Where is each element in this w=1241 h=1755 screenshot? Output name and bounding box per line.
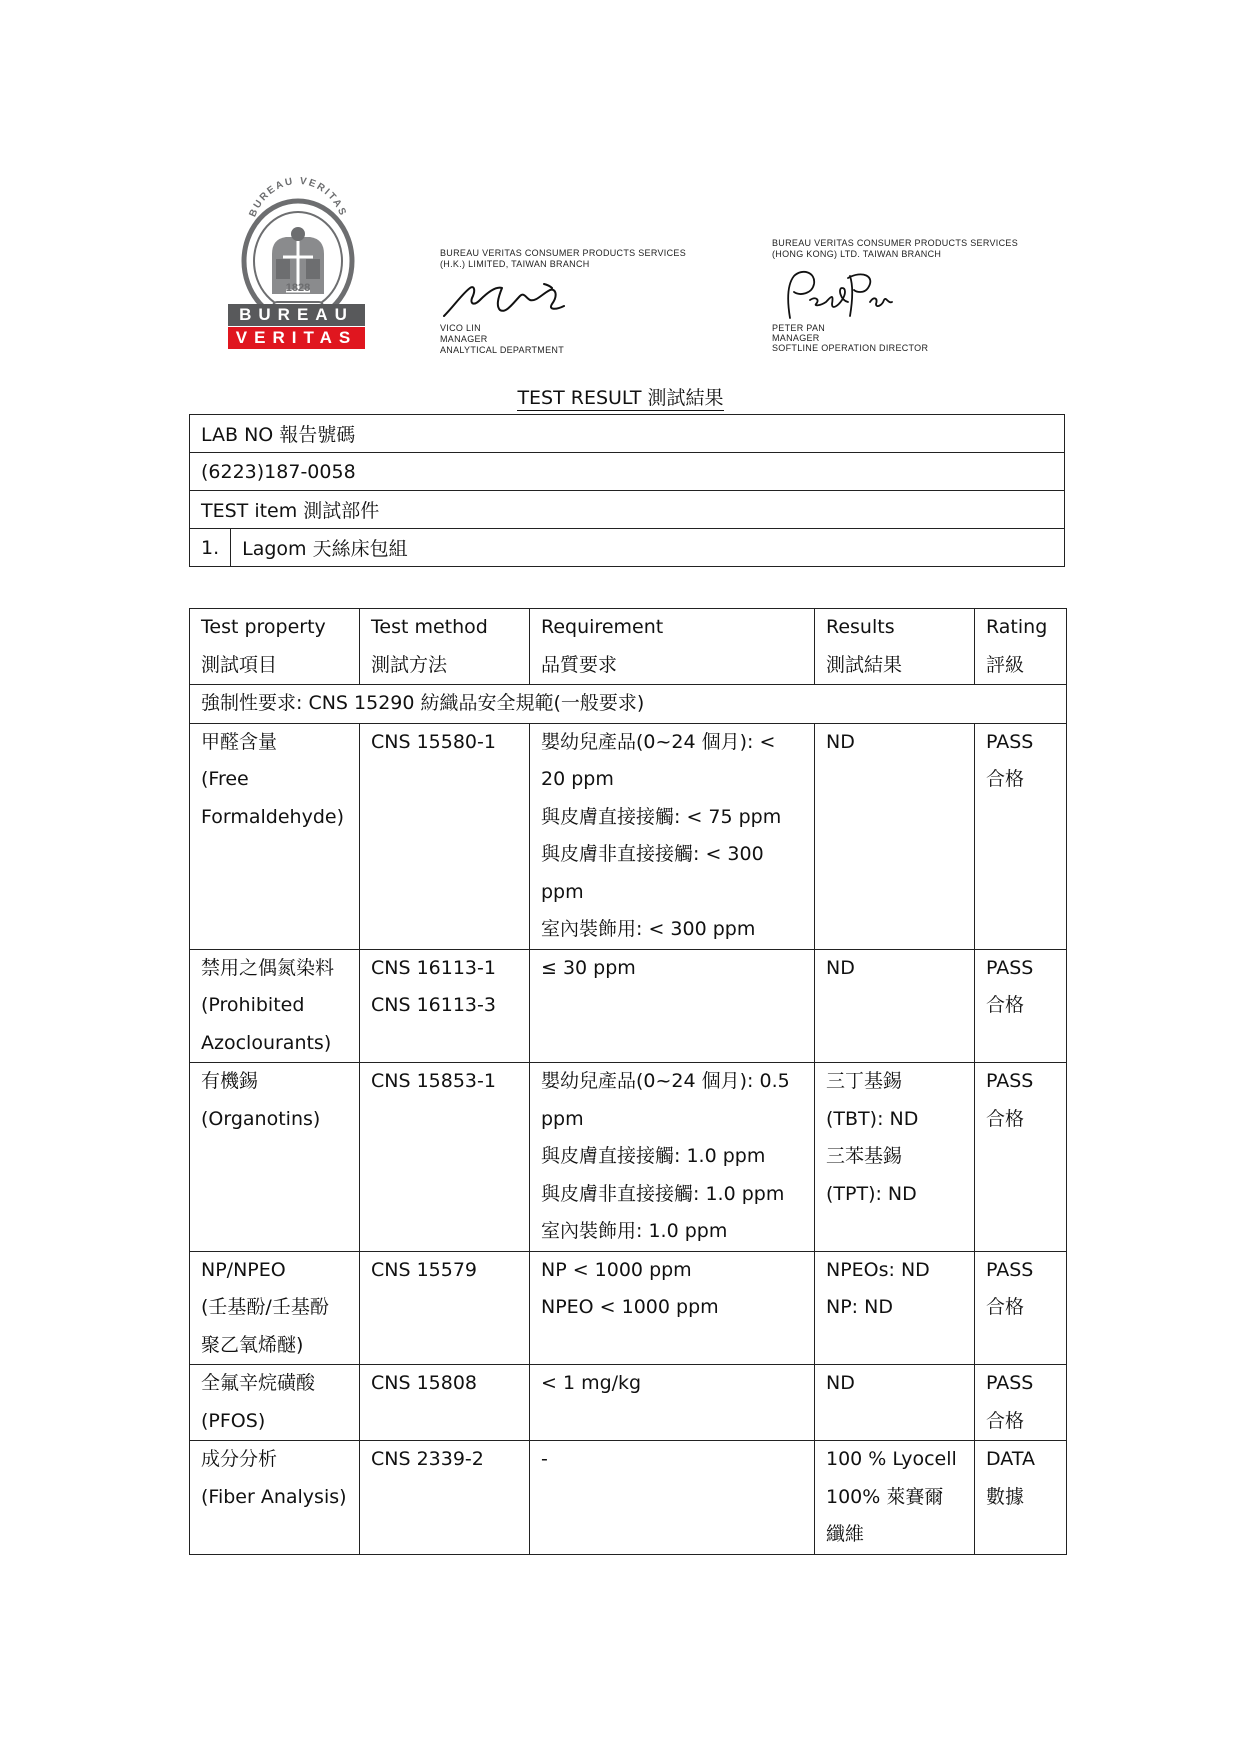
- cell-line: CNS 16113-3: [371, 994, 496, 1016]
- brand-wordmark-top: BUREAU: [228, 304, 365, 326]
- cell-line: 100% 萊賽爾: [826, 1485, 944, 1508]
- cell-rating: [975, 1251, 1067, 1365]
- signatory-department: ANALYTICAL DEPARTMENT: [440, 345, 564, 355]
- cell-line: (PFOS): [201, 1409, 266, 1432]
- cell-line: ND: [826, 956, 855, 979]
- cell-line: 纖維: [826, 1523, 865, 1545]
- cell-line: PASS: [986, 1070, 1034, 1092]
- signatory-title: MANAGER: [772, 333, 820, 343]
- document-title: TEST RESULT 測試結果: [517, 387, 724, 409]
- table-row: [190, 1441, 1067, 1555]
- cell-line: (TPT): ND: [826, 1182, 917, 1205]
- cell-rating: [975, 1063, 1067, 1252]
- cell-line: 20 ppm: [541, 768, 614, 790]
- lab-no-value: (6223)187-0058: [190, 453, 1065, 491]
- signatory-department: SOFTLINE OPERATION DIRECTOR: [772, 343, 929, 353]
- cell-line: Azoclourants): [201, 1031, 332, 1054]
- table-row: [190, 949, 1067, 1063]
- cell-line: 100 % Lyocell: [826, 1448, 957, 1470]
- cell-line: PASS: [986, 730, 1034, 753]
- cell-line: 與皮膚非直接接觸: < 300: [541, 843, 764, 865]
- cell-test-property: [190, 1251, 360, 1365]
- cell-line: 合格: [986, 1296, 1025, 1318]
- cell-line: NPEOs: ND: [826, 1258, 930, 1281]
- svg-text:1828: 1828: [285, 282, 311, 294]
- header-test-property: Test property 測試項目: [190, 609, 360, 685]
- signature-peter-pan: [780, 266, 900, 324]
- cell-line: Formaldehyde): [201, 805, 344, 828]
- cell-line: (Fiber Analysis): [201, 1485, 347, 1508]
- cell-line: (Free: [201, 768, 249, 790]
- cell-line: CNS 15579: [371, 1258, 478, 1281]
- cell-line: 有機錫: [201, 1070, 259, 1092]
- cell-line: -: [541, 1448, 548, 1470]
- seal-lettering: [228, 176, 368, 306]
- cell-line: ppm: [541, 880, 584, 903]
- cell-line: < 1 mg/kg: [541, 1372, 642, 1394]
- lab-no-label-row: [190, 415, 1065, 453]
- cell-line: (壬基酚/壬基酚: [201, 1296, 329, 1318]
- results-header-row: [190, 609, 1067, 685]
- company-line: (HONG KONG) LTD. TAIWAN BRANCH: [772, 249, 942, 259]
- test-item-name: Lagom 天絲床包組: [231, 529, 1065, 567]
- company-line: (H.K.) LIMITED, TAIWAN BRANCH: [440, 259, 590, 269]
- company-line: BUREAU VERITAS CONSUMER PRODUCTS SERVICES: [440, 248, 687, 258]
- signatory-1-company: [440, 248, 686, 270]
- cell-rating: [975, 723, 1067, 949]
- cell-line: 禁用之偶氮染料: [201, 956, 335, 979]
- cell-requirement: [530, 1251, 815, 1365]
- cell-line: 成分分析: [201, 1448, 278, 1470]
- cell-line: 三苯基錫: [826, 1145, 903, 1167]
- cell-rating: [975, 1365, 1067, 1441]
- result-rows: [190, 723, 1067, 1554]
- cell-result: [815, 949, 975, 1063]
- cell-line: 甲醛含量: [201, 730, 278, 753]
- cell-line: NPEO < 1000 ppm: [541, 1296, 719, 1318]
- cell-line: ppm: [541, 1107, 584, 1130]
- table-row: [190, 723, 1067, 949]
- cell-line: PASS: [986, 1258, 1034, 1281]
- header-rating: Rating 評級: [975, 609, 1067, 685]
- cell-line: 三丁基錫: [826, 1070, 903, 1092]
- signatory-name: VICO LIN: [440, 323, 481, 333]
- test-item-label: TEST item 測試部件: [190, 491, 1065, 529]
- signatory-2-company: [772, 238, 1018, 260]
- cell-result: [815, 1063, 975, 1252]
- cell-line: 數據: [986, 1485, 1025, 1508]
- cell-requirement: [530, 1063, 815, 1252]
- cell-requirement: [530, 1365, 815, 1441]
- cell-line: 合格: [986, 994, 1025, 1016]
- cell-line: NP/NPEO: [201, 1258, 286, 1281]
- company-line: BUREAU VERITAS CONSUMER PRODUCTS SERVICES: [772, 238, 1019, 248]
- table-row: [190, 1063, 1067, 1252]
- header-requirement: Requirement 品質要求: [530, 609, 815, 685]
- signatory-title: MANAGER: [440, 334, 488, 344]
- header-test-method: Test method 測試方法: [360, 609, 530, 685]
- lab-info-table: [189, 414, 1065, 567]
- cell-line: (Prohibited: [201, 994, 305, 1016]
- table-row: [190, 1365, 1067, 1441]
- cell-requirement: [530, 723, 815, 949]
- cell-test-property: [190, 1441, 360, 1555]
- signatory-2-details: [772, 323, 928, 353]
- cell-test-method: [360, 723, 530, 949]
- cell-test-method: [360, 1365, 530, 1441]
- results-table: [189, 608, 1067, 1555]
- table-row: [190, 1251, 1067, 1365]
- cell-line: 合格: [986, 1409, 1025, 1432]
- cell-line: 與皮膚直接接觸: < 75 ppm: [541, 805, 782, 828]
- cell-result: [815, 723, 975, 949]
- cell-requirement: [530, 949, 815, 1063]
- cell-line: CNS 16113-1: [371, 956, 496, 979]
- cell-line: (TBT): ND: [826, 1107, 919, 1130]
- cell-line: 合格: [986, 768, 1025, 790]
- cell-line: 與皮膚非直接接觸: 1.0 ppm: [541, 1182, 785, 1205]
- header-results: Results 測試結果: [815, 609, 975, 685]
- cell-line: 嬰幼兒產品(0~24 個月): <: [541, 730, 776, 753]
- cell-test-property: [190, 723, 360, 949]
- signature-vico-lin: [440, 276, 590, 320]
- cell-line: 全氟辛烷磺酸: [201, 1372, 316, 1394]
- cell-rating: [975, 1441, 1067, 1555]
- cell-test-property: [190, 1365, 360, 1441]
- cell-test-method: [360, 1441, 530, 1555]
- svg-text:BUREAU VERITAS: BUREAU VERITAS: [247, 176, 349, 219]
- brand-wordmark-bottom: VERITAS: [228, 327, 365, 349]
- cell-line: 室內裝飾用: < 300 ppm: [541, 918, 756, 940]
- cell-line: ND: [826, 1372, 855, 1394]
- cell-test-method: [360, 1251, 530, 1365]
- cell-line: 合格: [986, 1107, 1025, 1130]
- cell-line: (Organotins): [201, 1107, 321, 1130]
- cell-line: 與皮膚直接接觸: 1.0 ppm: [541, 1145, 766, 1167]
- lab-no-label: LAB NO 報告號碼: [190, 415, 1065, 453]
- cell-test-method: [360, 1063, 530, 1252]
- cell-result: [815, 1251, 975, 1365]
- cell-test-property: [190, 949, 360, 1063]
- cell-requirement: [530, 1441, 815, 1555]
- cell-line: CNS 2339-2: [371, 1448, 484, 1470]
- cell-line: NP < 1000 ppm: [541, 1258, 692, 1281]
- test-item-label-row: [190, 491, 1065, 529]
- cell-line: ≤ 30 ppm: [541, 956, 636, 979]
- cell-result: [815, 1365, 975, 1441]
- lab-no-value-row: [190, 453, 1065, 491]
- cell-line: CNS 15853-1: [371, 1070, 496, 1092]
- cell-line: NP: ND: [826, 1296, 893, 1318]
- cell-line: ND: [826, 730, 855, 753]
- cell-test-property: [190, 1063, 360, 1252]
- cell-line: PASS: [986, 956, 1034, 979]
- cell-test-method: [360, 949, 530, 1063]
- cell-line: DATA: [986, 1448, 1035, 1470]
- cell-rating: [975, 949, 1067, 1063]
- signatory-1-details: [440, 323, 564, 356]
- test-item-index: 1.: [190, 529, 231, 567]
- cell-line: 聚乙氧烯醚): [201, 1333, 304, 1356]
- cell-result: [815, 1441, 975, 1555]
- cell-line: CNS 15808: [371, 1372, 478, 1394]
- cell-line: CNS 15580-1: [371, 730, 496, 753]
- cell-line: PASS: [986, 1372, 1034, 1394]
- signatory-name: PETER PAN: [772, 323, 826, 333]
- cell-line: 室內裝飾用: 1.0 ppm: [541, 1220, 728, 1242]
- section-title: 強制性要求: CNS 15290 紡織品安全規範(一般要求): [190, 685, 1067, 724]
- test-item-row: [190, 529, 1065, 567]
- section-row: [190, 685, 1067, 724]
- cell-line: 嬰幼兒產品(0~24 個月): 0.5: [541, 1070, 790, 1092]
